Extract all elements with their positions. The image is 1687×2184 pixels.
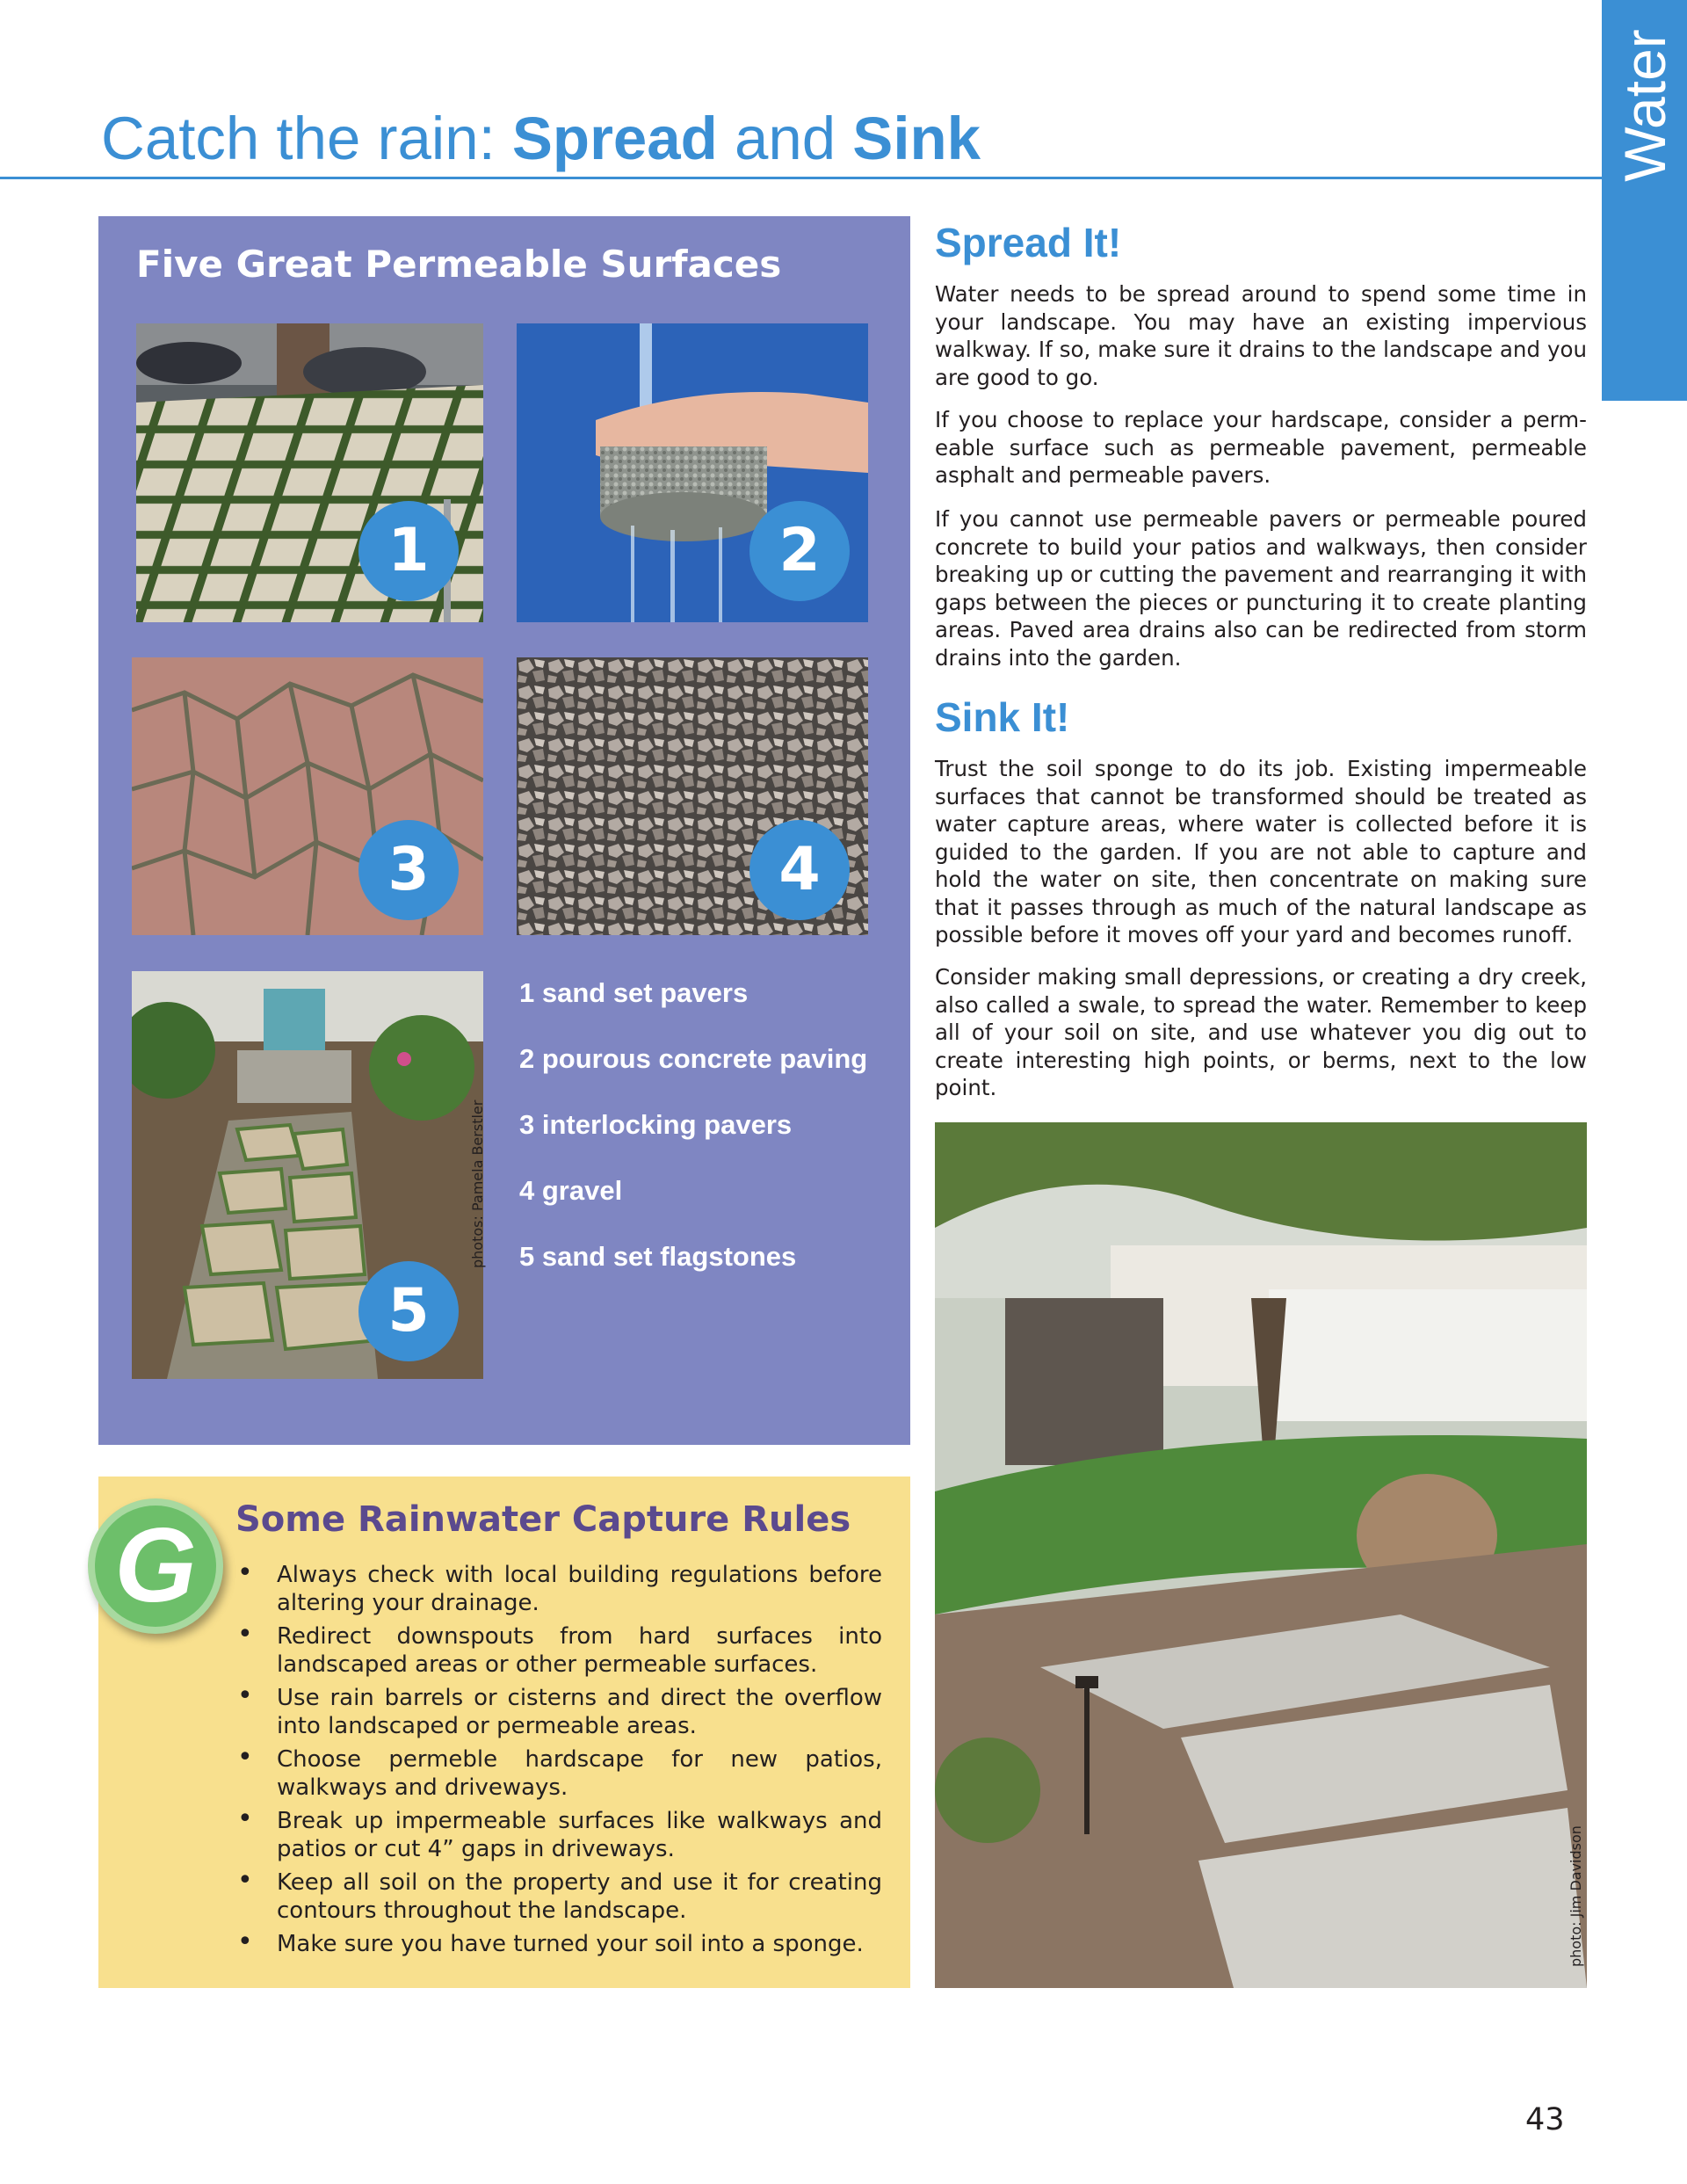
- list-item: • Always check with local building regulations before altering your drainage.: [227, 1561, 882, 1617]
- legend-item: 1 sand set pavers: [519, 977, 749, 1008]
- title-rule: [0, 177, 1602, 179]
- list-item: • Break up impermeable surfaces like walkways and patios or cut 4” gaps in driveways.: [227, 1807, 882, 1863]
- legend-item: 2 pourous concrete paving: [519, 1043, 868, 1074]
- spread-paragraph: Water needs to be spread around to spend some time in your landscape. You may have an existing impervious walkway. If so, make sure it drains to the landscape and you are good to go.: [935, 281, 1587, 390]
- title-prefix: Catch the rain:: [101, 105, 512, 172]
- spread-paragraph: If you cannot use permeable pavers or permeable poured concrete to build your patios and walkways, then consider breaking up or cutting the pavement and rearranging it with gaps between the pieces or puncturing it to create planting areas. Paved area drains also can be redirected from storm drains into the garden.: [935, 506, 1587, 671]
- legend-item: 5 sand set flagstones: [519, 1241, 797, 1272]
- g-badge-icon: G: [88, 1498, 223, 1634]
- photo-number-badge: 4: [749, 820, 850, 920]
- surface-legend: [519, 977, 867, 1307]
- photo-number-badge: 2: [749, 501, 850, 601]
- spread-paragraph: If you choose to replace your hardscape, consider a permeable surface such as permeable pavement, permeable asphalt and permeable pavers.: [935, 407, 1587, 488]
- page-title: [101, 104, 981, 173]
- title-and: and: [717, 105, 853, 172]
- photo-credit-berstler: photos: Pamela Berstler: [469, 1099, 486, 1268]
- photo-garden-walkway: [935, 1122, 1587, 1988]
- photo-number-badge: 1: [358, 501, 459, 601]
- photo-number-badge: 3: [358, 820, 459, 920]
- sink-paragraph: Consider making small depressions, or creating a dry creek, also called a swale, to spread the water. Remember to keep all of your soil on site, and use whatever you dig out to create interesting high points, or berms, next to the low point.: [935, 964, 1587, 1100]
- page-number: 43: [1525, 2102, 1565, 2137]
- rules-title: Some Rainwater Capture Rules: [235, 1499, 851, 1540]
- photo-credit-davidson: photo: Jim Davidson: [1568, 1825, 1584, 1967]
- legend-item: 3 interlocking pavers: [519, 1109, 793, 1140]
- sink-paragraph: Trust the soil sponge to do its job. Existing impermeable surfaces that cannot be transformed should be treated as water capture areas, where water is collected before it is guided to the garden. If you are not able to capture and hold the water on site, then concentrate on making sure that it passes through as much of the natural landscape as possible before it moves off your yard and becomes runoff.: [935, 756, 1587, 947]
- section-tab-label: Water: [1611, 29, 1677, 182]
- list-item: • Use rain barrels or cisterns and direct the overflow into landscaped or permeable areas.: [227, 1684, 882, 1740]
- title-spread: Spread: [511, 105, 718, 172]
- spread-heading: Spread It!: [935, 220, 1122, 265]
- photo-number-badge: 5: [358, 1261, 459, 1361]
- title-sink: Sink: [852, 105, 981, 172]
- sink-heading: Sink It!: [935, 694, 1070, 740]
- list-item: • Make sure you have turned your soil into a sponge.: [227, 1930, 882, 1958]
- list-item: • Keep all soil on the property and use it for creating contours throughout the landscape.: [227, 1868, 882, 1925]
- legend-item: 4 gravel: [519, 1175, 623, 1206]
- list-item: • Redirect downspouts from hard surfaces into landscaped areas or other permeable surfaces.: [227, 1622, 882, 1679]
- section-tab: [1602, 0, 1687, 401]
- list-item: • Choose permeble hardscape for new patios, walkways and driveways.: [227, 1745, 882, 1802]
- rules-list: [227, 1561, 882, 1963]
- panel-title: Five Great Permeable Surfaces: [136, 243, 782, 286]
